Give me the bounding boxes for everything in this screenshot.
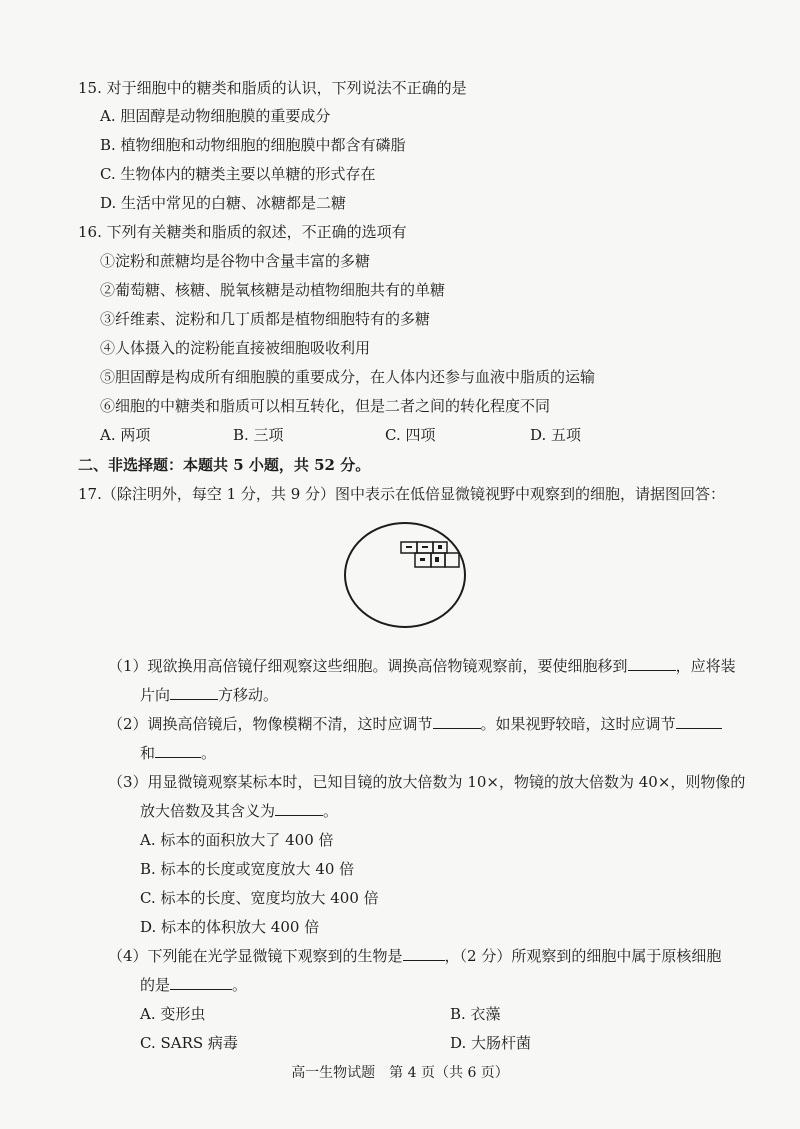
q17-sub4-line2: 的是 。: [140, 976, 248, 994]
q17-stem: 17.（除注明外，每空 1 分，共 9 分）图中表示在低倍显微镜视野中观察到的细胞，请据图回答：: [78, 485, 726, 503]
answer-blank[interactable]: [170, 975, 232, 990]
q17-sub4-option-b: B. 衣藻: [450, 1005, 501, 1023]
q15-option-a: A. 胆固醇是动物细胞膜的重要成分: [100, 107, 331, 125]
q16-option-d: D. 五项: [530, 426, 582, 444]
cells-group: [401, 542, 459, 567]
q17-sub3-option-c: C. 标本的长度、宽度均放大 400 倍: [140, 889, 379, 907]
q15-option-c: C. 生物体内的糖类主要以单糖的形式存在: [100, 165, 376, 183]
answer-blank[interactable]: [155, 743, 201, 758]
q16-option-c: C. 四项: [385, 426, 436, 444]
answer-blank[interactable]: [275, 801, 323, 816]
q17-sub4-option-a: A. 变形虫: [140, 1005, 206, 1023]
q17-sub3-line2: 放大倍数及其含义为 。: [140, 802, 339, 820]
q17-sub4-option-c: C. SARS 病毒: [140, 1034, 238, 1052]
q17-sub2-line1: （2）调换高倍镜后，物像模糊不清，这时应调节 。如果视野较暗，这时应调节: [108, 714, 722, 734]
answer-blank[interactable]: [403, 946, 445, 961]
q17-sub1-line1: （1）现欲换用高倍镜仔细观察这些细胞。调换高倍物镜观察前，要使细胞移到 ，应将装: [108, 657, 736, 675]
q17-sub3-line1: （3）用显微镜观察某标本时，已知目镜的放大倍数为 10×，物镜的放大倍数为 40×，则物像的: [108, 773, 746, 791]
field-of-view-circle: [345, 523, 465, 627]
q17-sub4-option-d: D. 大肠杆菌: [450, 1034, 532, 1052]
q17-sub1-line2: 片向 方移动。: [140, 686, 279, 704]
q16-option-a: A. 两项: [100, 426, 151, 444]
q16-statement-4: ④人体摄入的淀粉能直接被细胞吸收利用: [100, 339, 371, 357]
q15-stem: 15. 对于细胞中的糖类和脂质的认识，下列说法不正确的是: [78, 79, 467, 97]
q16-statement-2: ②葡萄糖、核糖、脱氧核糖是动植物细胞共有的单糖: [100, 281, 446, 299]
q16-statement-6: ⑥细胞的中糖类和脂质可以相互转化，但是二者之间的转化程度不同: [100, 397, 551, 415]
page-footer: 高一生物试题 第 4 页（共 6 页）: [291, 1065, 509, 1081]
q16-option-b: B. 三项: [233, 426, 284, 444]
q15-option-b: B. 植物细胞和动物细胞的细胞膜中都含有磷脂: [100, 136, 406, 154]
q17-sub2-line2: 和 。: [140, 744, 217, 762]
answer-blank[interactable]: [170, 685, 218, 700]
q15-option-d: D. 生活中常见的白糖、冰糖都是二糖: [100, 194, 347, 212]
cell: [445, 553, 459, 567]
microscope-field-figure: [343, 520, 473, 630]
section-heading: 二、非选择题：本题共 5 小题，共 52 分。: [78, 456, 371, 474]
q16-statement-1: ①淀粉和蔗糖均是谷物中含量丰富的多糖: [100, 252, 371, 270]
q17-sub3-option-b: B. 标本的长度或宽度放大 40 倍: [140, 860, 355, 878]
answer-blank[interactable]: [433, 714, 481, 729]
answer-blank[interactable]: [676, 714, 722, 729]
q17-sub3-option-a: A. 标本的面积放大了 400 倍: [140, 831, 334, 849]
q16-stem: 16. 下列有关糖类和脂质的叙述，不正确的选项有: [78, 223, 407, 241]
q16-statement-5: ⑤胆固醇是构成所有细胞膜的重要成分，在人体内还参与血液中脂质的运输: [100, 368, 596, 386]
q17-sub4-line1: （4）下列能在光学显微镜下观察到的生物是 ，（2 分）所观察到的细胞中属于原核细胞: [108, 947, 722, 965]
answer-blank[interactable]: [628, 656, 676, 671]
q16-statement-3: ③纤维素、淀粉和几丁质都是植物细胞特有的多糖: [100, 310, 431, 328]
q17-sub3-option-d: D. 标本的体积放大 400 倍: [140, 918, 320, 936]
